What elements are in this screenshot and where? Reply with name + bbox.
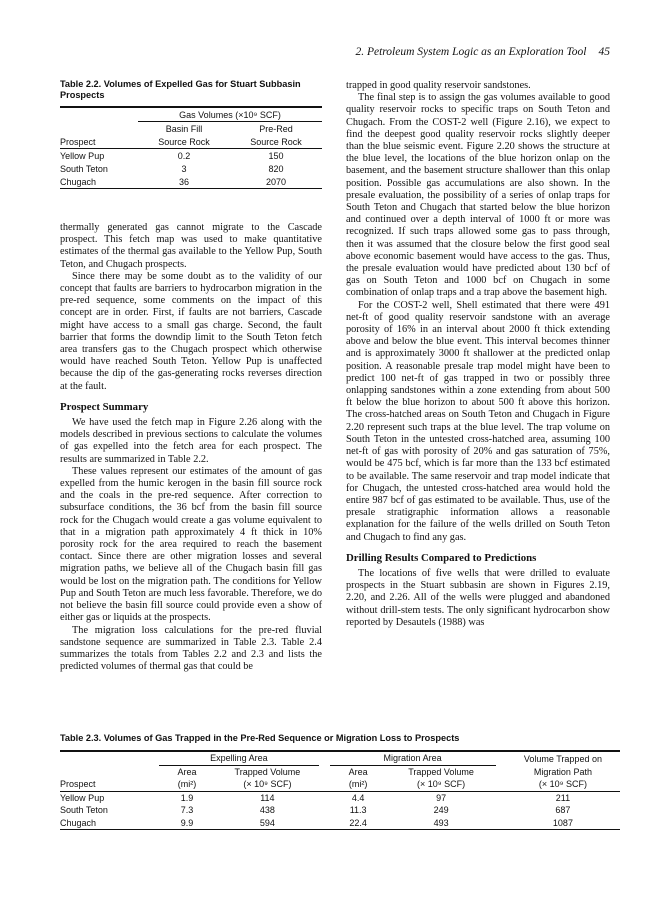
table-row: South Teton 7.3 438 11.3 249 687 <box>60 805 571 816</box>
paragraph: The final step is to assign the gas volumes available to good quality reservoir rocks to specific traps on South Teton and Chugach. From the COST-2 well (Figure 2.16), we expect to find the deepest good quality reservoir rocks slightly deeper than the blue seismic event. Figure 2.20 shows the structure at the blue level, the locations of the blue horizon onlap on the basement, and the basement structure shallower than this onlap position. Possible gas accumulations are also shown. In the presale evaluation, the possibility of a series of onlap traps for South Teton and Chugach that started below the blue horizon and continued over a depth interval of 1000 ft or more was recognized. If such traps allowed some gas to pass through, then it was assumed that the closure below the first good seal above economic basement would have access to the gas. Thus, the presale evaluation would have predicted about 130 bcf of gas on South Teton and 1000 bcf on Chugach in some combination of onlap traps and a trap above the basement high. <box>346 92 610 299</box>
paragraph: trapped in good quality reservoir sandstones. <box>346 80 531 91</box>
table-2-2 <box>60 106 322 189</box>
paragraph: The migration loss calculations for the pre-red fluvial sandstone sequence are summarized in Table 2.3. Table 2.4 summarizes the totals from Tables 2.2 and 2.3 and lists the predicted volumes of thermal gas that could be <box>60 624 322 673</box>
table-2-3-header: (× 10⁹ SCF) <box>417 779 466 790</box>
table-2-3-header: Migration Path <box>533 766 592 777</box>
running-head-title: 2. Petroleum System Logic as an Exploration Tool <box>355 46 587 58</box>
table-row: Chugach 9.9 594 22.4 493 1087 <box>60 817 620 830</box>
table-2-2-header: Basin Fill <box>165 123 203 134</box>
table-2-3-header: Area <box>348 766 368 777</box>
table-2-3-group-header: Migration Area <box>330 751 496 765</box>
table-2-3-header: Trapped Volume <box>408 766 474 777</box>
table-2-3-header: Area <box>177 766 197 777</box>
table-2-3-header: Trapped Volume <box>234 766 301 777</box>
paragraph: Since there may be some doubt as to the validity of our concept that faults are barriers to hydrocarbon migration in the pre-red sequence, some comments on the impact of this concept are in order. First, if faults are not barriers, Cascade might have access to a small gas charge. Second, the fault barrier that forms the downdip limit to the South Teton fetch area transfers gas to the Chugach prospect which otherwise would have reached South Teton. Yellow Pup is unaffected because the dip of the gas-generating rocks reverses direction at the fault. <box>60 270 322 392</box>
paragraph: The locations of five wells that were drilled to evaluate prospects in the Stuart subbasin are shown in Figures 2.19, 2.20, and 2.26. All of the wells were plugged and abandoned without drill-stem tests. The only significant hydrocarbon show reported by Desautels (1988) was <box>346 567 610 628</box>
section-heading: Prospect Summary <box>60 400 149 413</box>
table-row: Chugach 36 2070 <box>60 175 322 189</box>
paragraph: For the COST-2 well, Shell estimated that there were 491 net-ft of good quality reservoir sandstone with an average porosity of 16% in an interval about 2000 ft thick extending above and below the blue event. This interval becomes thinner and is approximately 3000 ft shallower at the predicted onlap position. A reasonable presale trap model might have been to predict 100 net-ft of gas trapped in two or possibly three onlapping sandstones within a zone extending from about 500 ft below the blue horizon to about 500 ft above this horizon. The cross-hatched areas on South Teton and Chugach in Figure 2.20 represent such traps at the blue level. The trap volume on South Teton in the untested cross-hatched area, assuming 100 net-ft of gas with porosity of 20% and gas saturation of 75%, would be 475 bcf, which is far more than the 133 bcf estimated to be available. The same reservoir and trap model indicate that for Chugach, the untested cross-hatched area would hold the entire 987 bcf of gas estimated to be available. Thus, use of the presale stratigraphic information allows a reasonable explanation for the failure of the wells drilled on South Teton and Chugach to find any gas. <box>346 299 610 543</box>
table-2-3 <box>60 750 620 830</box>
table-2-2-header: Prospect <box>60 136 96 147</box>
table-2-3-header: (× 10⁹ SCF) <box>243 779 292 790</box>
table-2-2-caption: Table 2.2. Volumes of Expelled Gas for Stuart Subbasin Prospects <box>60 79 301 100</box>
section-heading: Drilling Results Compared to Predictions <box>346 551 537 564</box>
table-2-3-header: (mi²) <box>348 779 368 790</box>
page-number: 45 <box>598 46 610 58</box>
table-2-3-header: (mi²) <box>177 779 197 790</box>
paragraph: These values represent our estimates of the amount of gas expelled from the humic kerogen in the basin fill source rock and the coals in the pre-red sequence. After correction to subsurface conditions, the 36 bcf from the basin fill source rock for the Chugach would create a gas volume equivalent to that in a migration path approximately 4 ft thick in 10% porosity rock for the area required to reach the basement contact. Since there are other migration losses and several migration paths, we believe all of the Chugach basin fill gas would be lost on the migration path. The conditions for Yellow Pup and South Teton are much less favorable. Therefore, we do not believe the basin fill source could provide even a show of either gas or liquids at the prospects. <box>60 465 322 624</box>
right-column <box>346 80 610 629</box>
paragraph: We have used the fetch map in Figure 2.26 along with the models described in previous sections to calculate the volumes of gas expelled into the fetch area for each prospect. The results are summarized in Table 2.2. <box>60 417 322 465</box>
left-column <box>60 222 322 673</box>
running-head <box>340 46 610 58</box>
paragraph: thermally generated gas cannot migrate to the Cascade prospect. This fetch map was used to make quantitative estimates of the thermal gas available to the Yellow Pup, South Teton, and Chugach prospects. <box>60 222 322 270</box>
table-2-2-header: Pre-Red <box>259 123 293 134</box>
table-2-2-header: Source Rock <box>250 136 302 147</box>
table-2-3-header: Prospect <box>60 779 96 790</box>
table-row: South Teton 3 820 <box>60 163 284 174</box>
table-2-2-group-header: Gas Volumes (×10⁹ SCF) <box>138 107 322 122</box>
table-row: Yellow Pup 0.2 150 <box>60 149 322 163</box>
table-2-2-header: Source Rock <box>158 136 210 147</box>
table-2-3-header: (× 10⁹ SCF) <box>538 779 587 790</box>
table-2-3-group-header: Expelling Area <box>159 751 320 765</box>
table-row: Yellow Pup 1.9 114 4.4 97 211 <box>60 791 620 804</box>
table-2-3-caption: Table 2.3. Volumes of Gas Trapped in the Pre-Red Sequence or Migration Loss to Prospects <box>60 733 460 743</box>
table-2-3-group-header: Volume Trapped on <box>523 753 602 764</box>
